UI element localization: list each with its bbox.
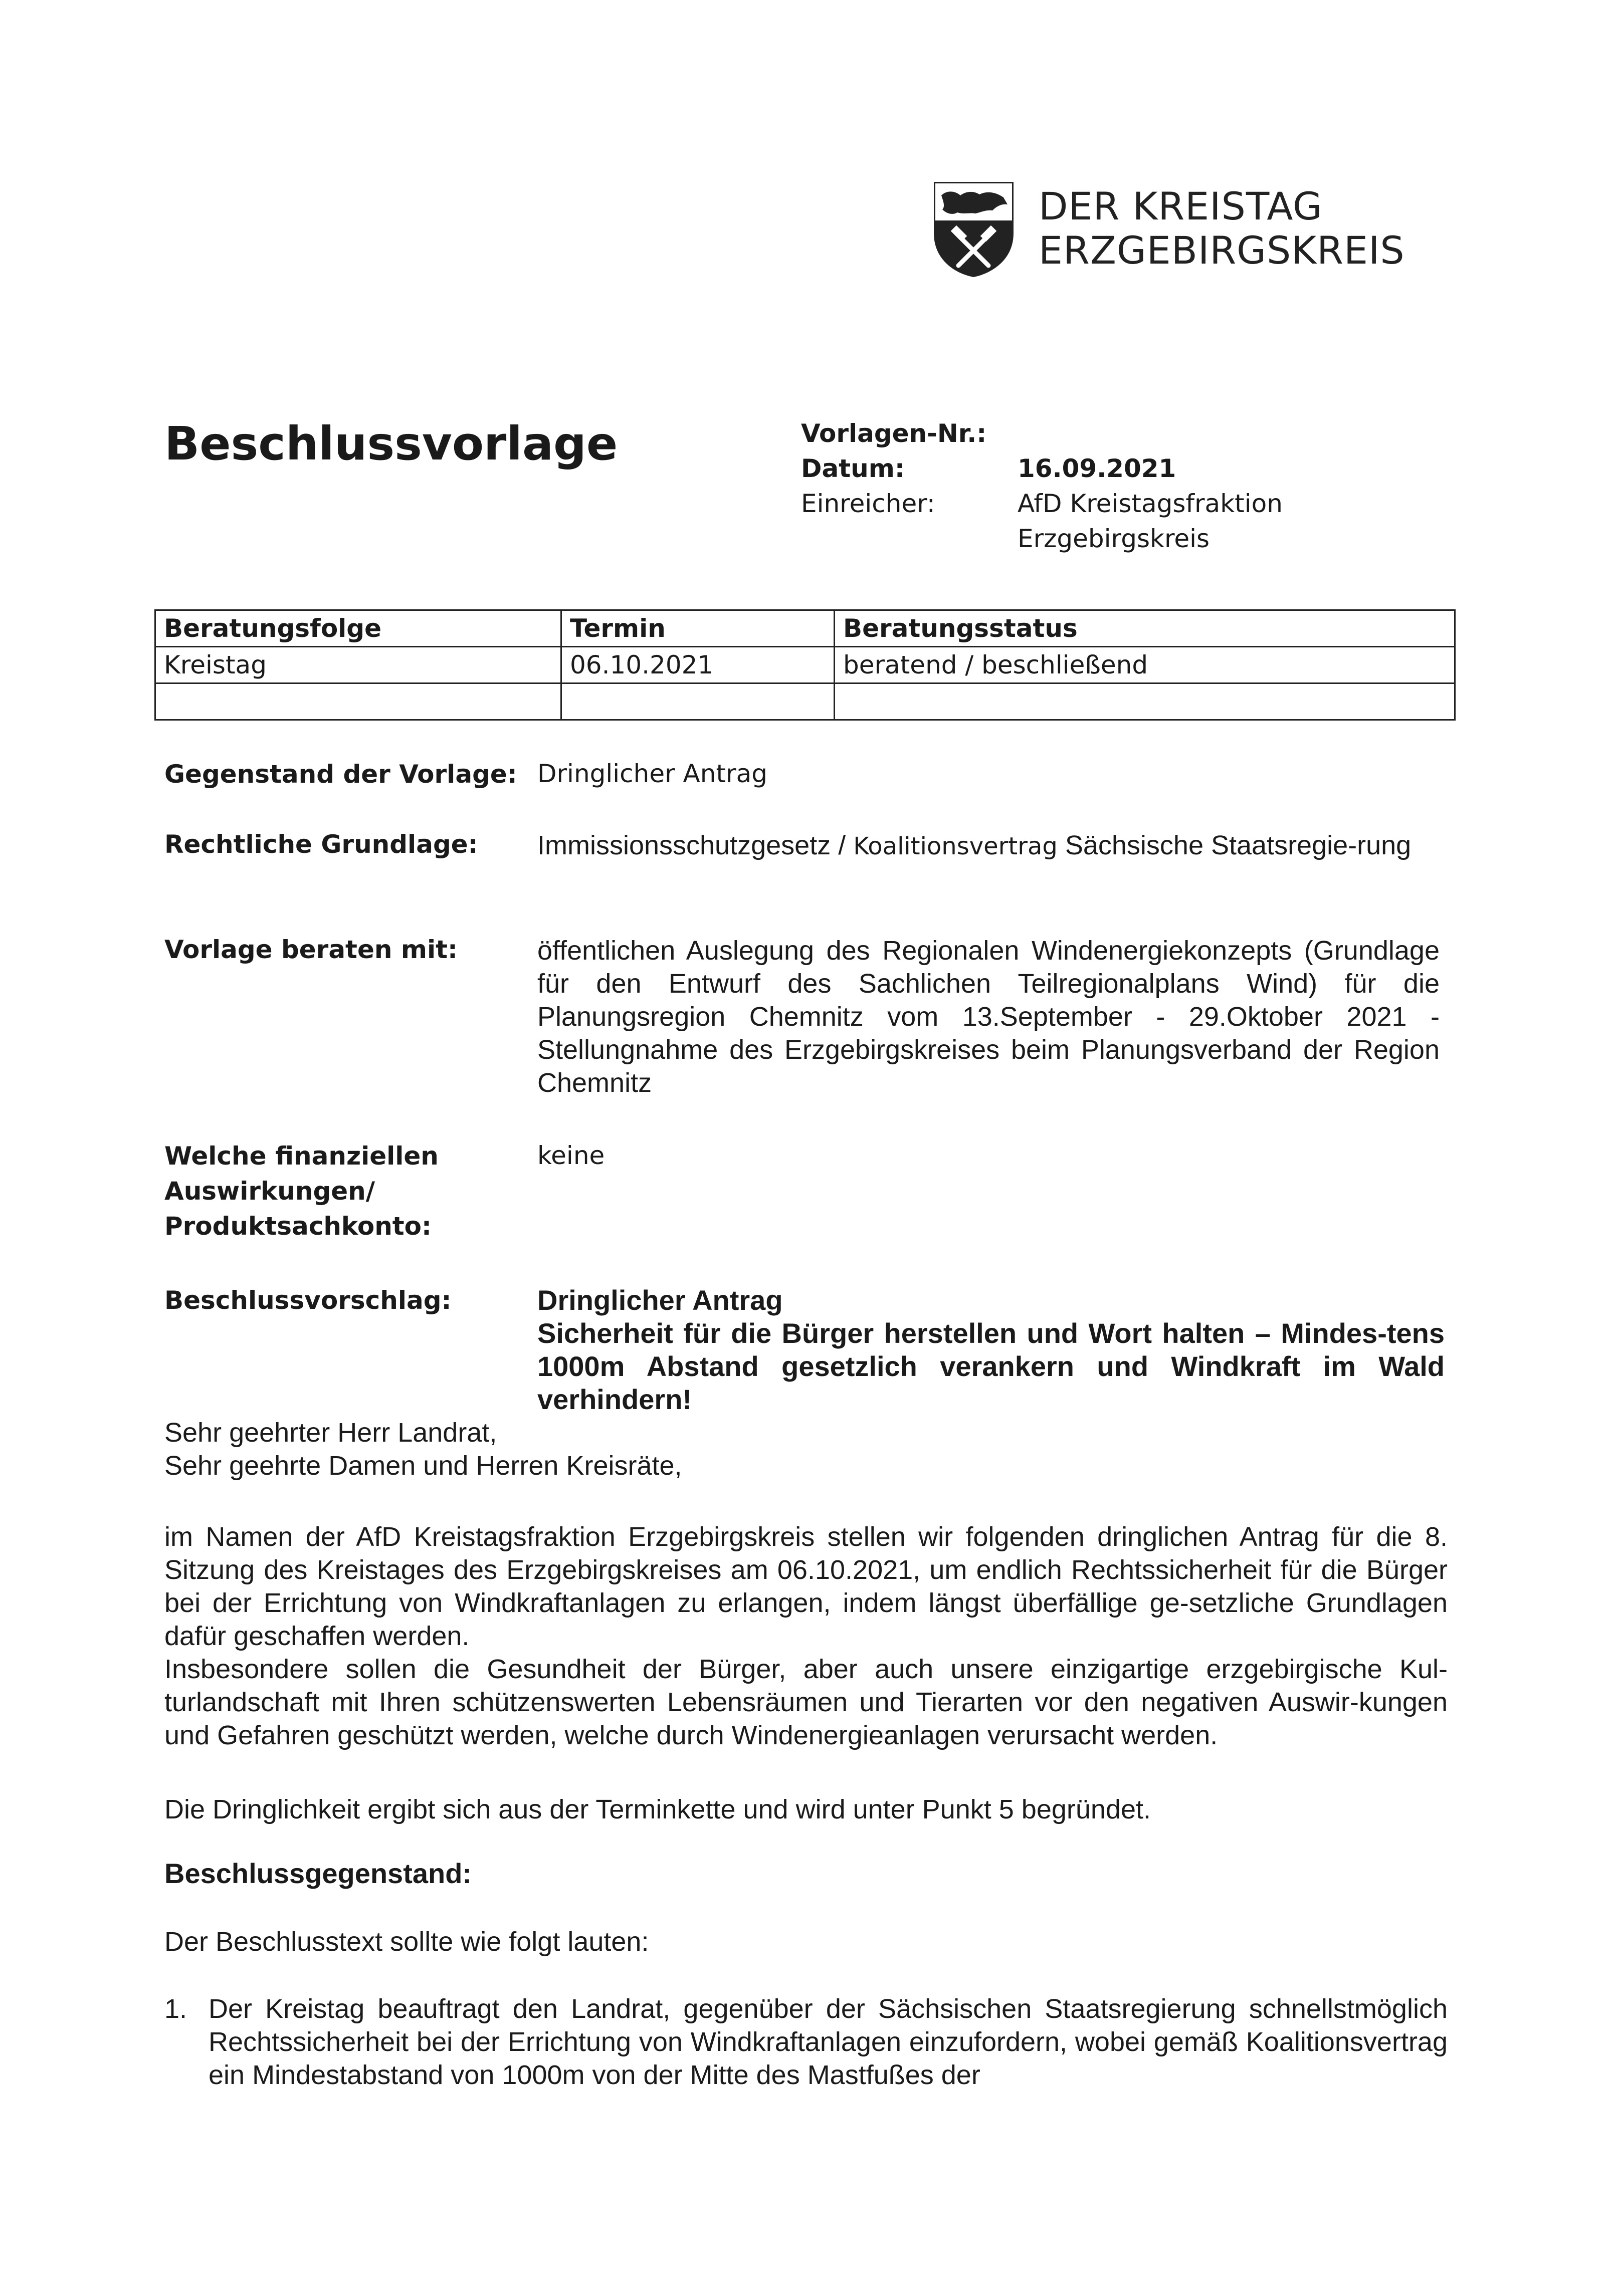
- vorschlag-block: [537, 1284, 1445, 1416]
- table-row: [155, 647, 1455, 683]
- org-line-1: DER KREISTAG: [1039, 184, 1323, 228]
- coat-of-arms-icon: [932, 180, 1015, 278]
- table-header-cell: Beratungsstatus: [835, 610, 1455, 647]
- beschlussgegenstand-heading: Beschlussgegenstand:: [164, 1858, 472, 1889]
- organization-name: [1039, 184, 1405, 273]
- beraten-label: Vorlage beraten mit:: [164, 935, 458, 964]
- finanz-label: [164, 1138, 439, 1244]
- gegenstand-value: Dringlicher Antrag: [537, 759, 767, 788]
- finanz-label-line3: Produktsachkonto:: [164, 1212, 432, 1241]
- rechtlich-value-b: Koalitionsvertrag: [853, 832, 1058, 860]
- vorlagen-label: Vorlagen-Nr.:: [801, 419, 987, 448]
- einreicher-value-line1: AfD Kreistagsfraktion: [1018, 489, 1283, 518]
- finanz-value: keine: [537, 1141, 605, 1170]
- body-paragraphs: [164, 1520, 1448, 1752]
- table-row: [155, 683, 1455, 720]
- rechtlich-label: Rechtliche Grundlage:: [164, 830, 478, 859]
- beratung-table: [154, 609, 1456, 721]
- finanz-label-line1: Welche finanziellen: [164, 1141, 439, 1171]
- list-item-text: Der Kreistag beauftragt den Landrat, gegenüber der Sächsischen Staatsregierung schnellstmöglich Rechtssicherheit bei der Errichtung von Windkraftanlagen einzufordern, wobei gemäß Koalitionsvertrag ein Mindestabstand von 1000m von der Mitte des Mastfußes der: [209, 1994, 1448, 2090]
- rechtlich-value: [537, 829, 1440, 863]
- table-cell: Kreistag: [155, 647, 561, 683]
- rechtlich-value-c: Sächsische Staatsregie-rung: [1057, 830, 1412, 860]
- datum-label: Datum:: [801, 454, 905, 483]
- list-item-number: 1.: [164, 1994, 187, 2024]
- einreicher-label: Einreicher:: [801, 489, 935, 518]
- vorschlag-text: Sicherheit für die Bürger herstellen und Wort halten – Mindes-tens 1000m Abstand gesetzlich verankern und Windkraft im Wald verhindern!: [537, 1317, 1445, 1415]
- table-header-cell: Beratungsfolge: [155, 610, 561, 647]
- beraten-value: öffentlichen Auslegung des Regionalen Windenergiekonzepts (Grundlage für den Entwurf des Sachlichen Teilregionalplans Wind) für die Planungsregion Chemnitz vom 13.September - 29.Oktober 2021 - Stellungnahme des Erzgebirgskreises beim Planungsverband der Region Chemnitz: [537, 936, 1440, 1098]
- gegenstand-label: Gegenstand der Vorlage:: [164, 760, 517, 789]
- vorschlag-label: Beschlussvorschlag:: [164, 1286, 452, 1315]
- einreicher-value-line2: Erzgebirgskreis: [1018, 524, 1210, 553]
- rechtlich-value-sep: /: [831, 830, 854, 860]
- datum-value: 16.09.2021: [1018, 454, 1176, 483]
- table-cell: [561, 683, 835, 720]
- beschlusstext-intro: Der Beschlusstext sollte wie folgt lauten:: [164, 1927, 649, 1957]
- paragraph-3: Die Dringlichkeit ergibt sich aus der Terminkette und wird unter Punkt 5 begründet.: [164, 1794, 1151, 1824]
- document-title: Beschlussvorlage: [164, 417, 618, 471]
- salutation: [164, 1416, 1448, 1482]
- org-line-2: ERZGEBIRGSKREIS: [1039, 228, 1405, 273]
- document-meta: [801, 416, 1298, 556]
- list-item: [164, 1992, 1448, 2092]
- table-header-cell: Termin: [561, 610, 835, 647]
- table-cell: [155, 683, 561, 720]
- table-header-row: [155, 610, 1455, 647]
- table-cell: 06.10.2021: [561, 647, 835, 683]
- paragraph-1: im Namen der AfD Kreistagsfraktion Erzgebirgskreis stellen wir folgenden dringlichen Antrag für die 8. Sitzung des Kreistages des Erzgebirgskreises am 06.10.2021, um endlich Rechtssicherheit für die Bürger bei der Errichtung von Windkraftanlagen zu erlangen, indem längst überfällige ge-setzliche Grundlagen dafür geschaffen werden.: [164, 1522, 1448, 1651]
- vorschlag-title: Dringlicher Antrag: [537, 1284, 783, 1316]
- salutation-line1: Sehr geehrter Herr Landrat,: [164, 1418, 497, 1448]
- rechtlich-value-a: Immissionsschutzgesetz: [537, 830, 831, 860]
- table-cell: [835, 683, 1455, 720]
- finanz-label-line2: Auswirkungen/: [164, 1177, 375, 1206]
- table-cell: beratend / beschließend: [835, 647, 1455, 683]
- paragraph-2: Insbesondere sollen die Gesundheit der Bürger, aber auch unsere einzigartige erzgebirgische Kul-turlandschaft mit Ihren schützenswerten Lebensräumen und Tierarten vor den negativen Auswir-kungen und Gefahren geschützt werden, welche durch Windenergieanlagen verursacht werden.: [164, 1654, 1448, 1750]
- salutation-line2: Sehr geehrte Damen und Herren Kreisräte,: [164, 1451, 682, 1481]
- vorlagen-value: [1018, 416, 1298, 451]
